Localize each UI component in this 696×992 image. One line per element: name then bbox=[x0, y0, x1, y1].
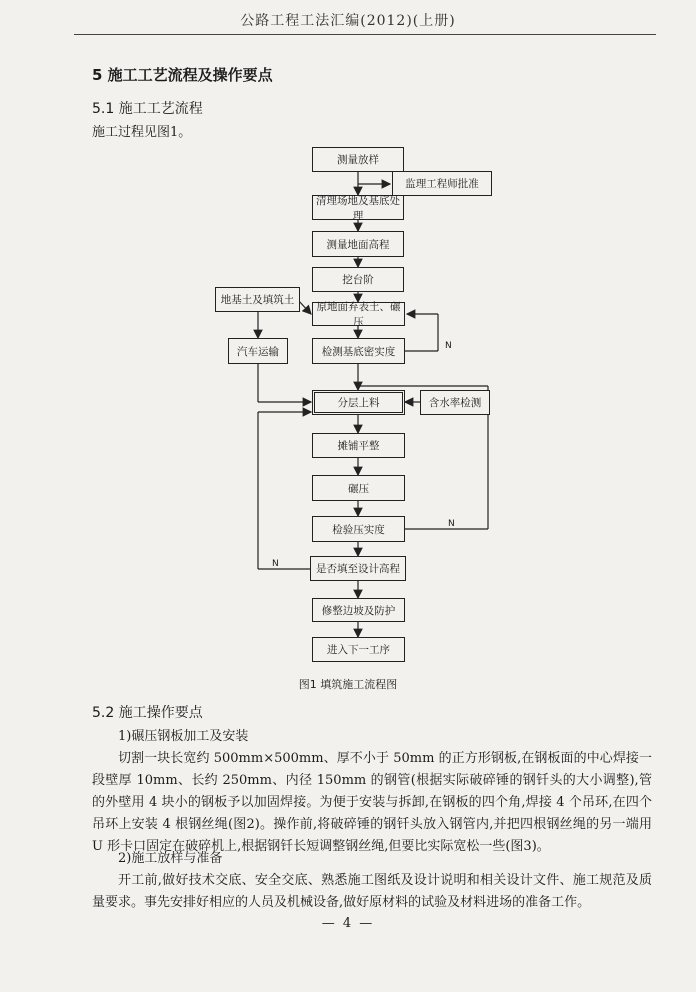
fc-spread: 摊铺平整 bbox=[312, 433, 405, 458]
fc-discard: 原地面弃表土、碾压 bbox=[312, 302, 405, 326]
fc-label-n-design: N bbox=[272, 559, 279, 569]
flow-intro: 施工过程见图1。 bbox=[92, 125, 192, 140]
fc-label-n-verify: N bbox=[448, 519, 455, 529]
fc-moisture: 含水率检测 bbox=[420, 390, 490, 415]
fc-approve: 监理工程师批准 bbox=[392, 171, 492, 196]
fc-compact: 碾压 bbox=[312, 475, 405, 501]
item2-title: 2)施工放样与准备 bbox=[118, 851, 223, 866]
page-number: — 4 — bbox=[321, 916, 375, 931]
fc-design-level: 是否填至设计高程 bbox=[310, 556, 406, 581]
fc-clear: 清理场地及基底处理 bbox=[312, 195, 404, 220]
fc-layer-fill: 分层上料 bbox=[312, 390, 405, 415]
fc-label-n-density: N bbox=[445, 341, 452, 351]
fc-verify: 检验压实度 bbox=[312, 516, 405, 542]
fc-trim: 修整边坡及防护 bbox=[312, 598, 405, 622]
header-rule bbox=[74, 34, 656, 35]
fc-next: 进入下一工序 bbox=[312, 637, 405, 662]
running-header: 公路工程工法汇编(2012)(上册) bbox=[240, 13, 456, 29]
item2-body: 开工前,做好技术交底、安全交底、熟悉施工图纸及设计说明和相关设计文件、施工规范及质量要求。事先安排好相应的人员及机械设备,做好原材料的试验及材料进场的准备工作。 bbox=[92, 873, 652, 910]
fc-fill-source: 地基土及填筑土 bbox=[215, 287, 300, 312]
section-title: 5 施工工艺流程及操作要点 bbox=[92, 66, 273, 84]
fc-density-check: 检测基底密实度 bbox=[312, 338, 405, 364]
figure-caption: 图1 填筑施工流程图 bbox=[298, 678, 398, 691]
fc-ground-level: 测量地面高程 bbox=[312, 231, 404, 257]
fc-steps: 挖台阶 bbox=[312, 267, 404, 292]
fc-survey: 测量放样 bbox=[312, 147, 404, 172]
item1-body: 切割一块长宽约 500mm×500mm、厚不小于 50mm 的正方形钢板,在钢板面的中心焊接一段壁厚 10mm、长约 250mm、内径 150mm 的钢管(根据实际破碎锤的钢钎头的大小调整),管的外壁用 4 块小的钢板予以加固焊接。为便于安装与拆卸,在钢板的四个角,焊接 4 个吊环,在四个吊环上安装 4 根钢丝绳(图2)。操作前,将破碎锤的钢钎头放入钢管内,并把四根钢丝绳的另一端用 U 形卡口固定在破碎机上,根据钢钎长短调整钢丝绳,但要比实际宽松一些(图3)。 bbox=[92, 751, 652, 854]
item1-title: 1)碾压钢板加工及安装 bbox=[118, 729, 249, 744]
subsection-title-5-1: 5.1 施工工艺流程 bbox=[92, 101, 203, 117]
fc-transport: 汽车运输 bbox=[228, 338, 288, 364]
subsection-title-5-2: 5.2 施工操作要点 bbox=[92, 705, 203, 721]
